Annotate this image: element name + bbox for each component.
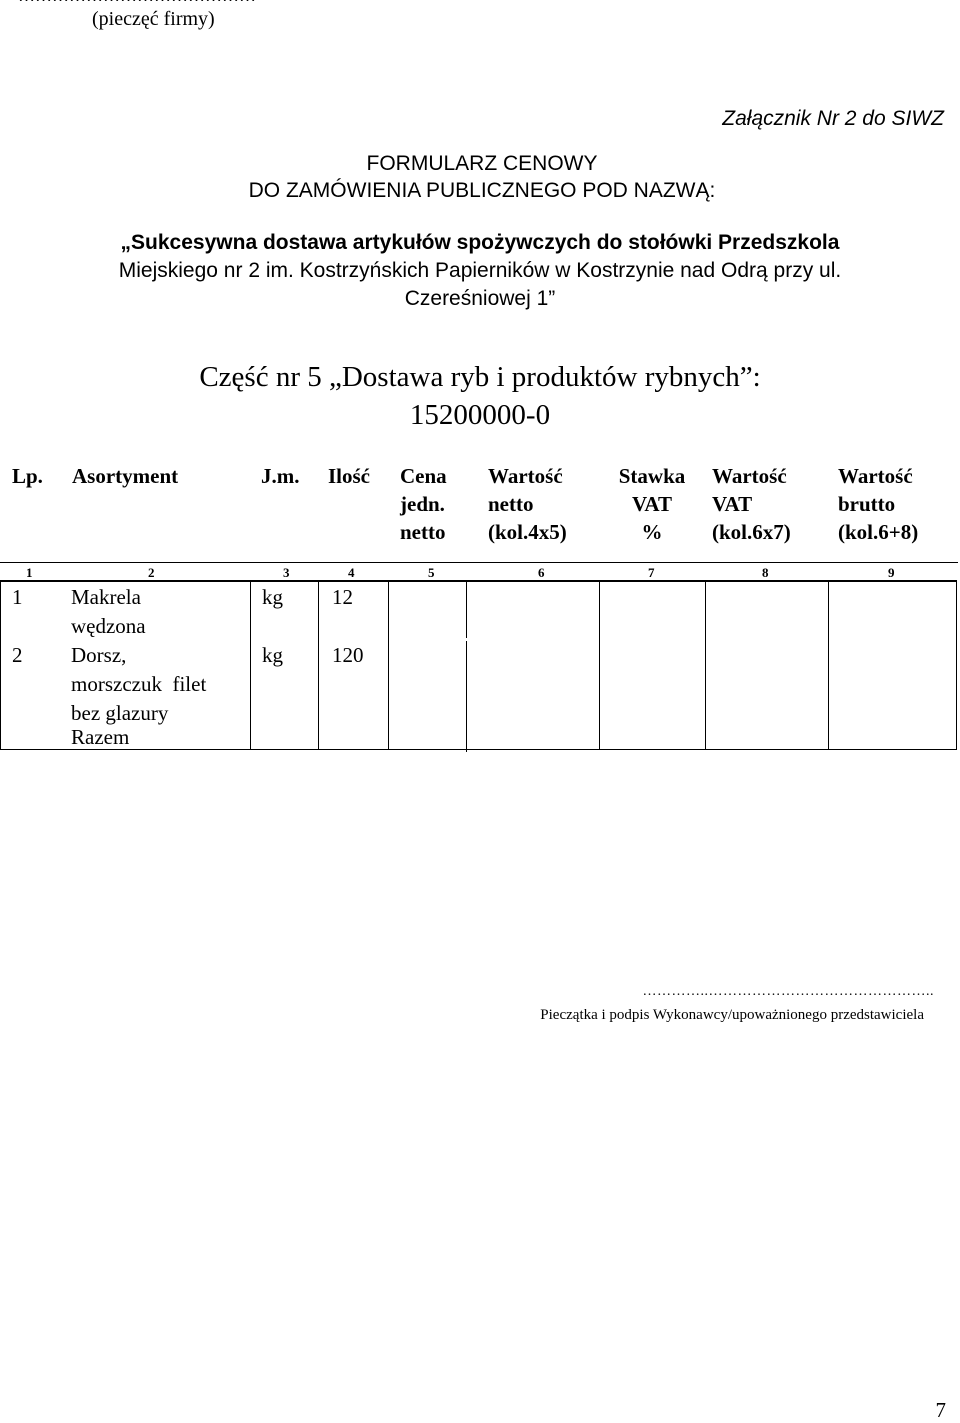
table-body-grid bbox=[0, 580, 957, 750]
row-1-qty: 12 bbox=[332, 585, 353, 609]
column-number-row bbox=[0, 562, 958, 581]
col-number: 8 bbox=[762, 565, 769, 580]
row-2-unit: kg bbox=[262, 643, 283, 667]
header-lp: Lp. bbox=[12, 464, 43, 488]
part-heading bbox=[0, 358, 960, 434]
row-2-qty: 120 bbox=[332, 643, 364, 667]
price-table bbox=[0, 458, 958, 749]
order-subject-line-3: Czereśniowej 1” bbox=[404, 287, 556, 310]
col-number: 3 bbox=[283, 565, 290, 580]
col-number: 7 bbox=[648, 565, 655, 580]
column-divider bbox=[705, 582, 706, 749]
header-wartosc-brutto: Wartość brutto (kol.6+8) bbox=[838, 464, 919, 544]
column-divider bbox=[599, 582, 600, 749]
col-number: 4 bbox=[348, 565, 355, 580]
signature-label: Pieczątka i podpis Wykonawcy/upoważnionego przedstawiciela bbox=[540, 1007, 924, 1023]
part-heading-title: Część nr 5 „Dostawa ryb i produktów rybnych”: bbox=[199, 361, 761, 393]
header-ilosc: Ilość bbox=[328, 464, 370, 488]
header-cena-jedn-netto: Cena jedn. netto bbox=[400, 464, 447, 544]
row-1-item: Makrela wędzona bbox=[71, 585, 146, 638]
header-asortyment: Asortyment bbox=[72, 464, 179, 488]
column-divider bbox=[388, 582, 389, 749]
part-heading-code: 15200000-0 bbox=[409, 399, 551, 431]
col-number: 5 bbox=[428, 565, 435, 580]
form-title-line-2: DO ZAMÓWIENIA PUBLICZNEGO POD NAZWĄ: bbox=[248, 179, 716, 202]
header-wartosc-netto: Wartość netto (kol.4x5) bbox=[488, 464, 567, 544]
order-subject-line-1: „Sukcesywna dostawa artykułów spożywczych do stołówki Przedszkola bbox=[120, 231, 840, 254]
header-jm: J.m. bbox=[261, 464, 300, 488]
row-2-item: Dorsz, morszczuk filet bez glazury bbox=[71, 643, 207, 725]
signature-dots: …………..……………………………………….. bbox=[642, 984, 934, 999]
order-subject-line-2: Miejskiego nr 2 im. Kostrzyńskich Papierników w Kostrzynie nad Odrą przy ul. bbox=[118, 259, 842, 282]
annex-reference: Załącznik Nr 2 do SIWZ bbox=[722, 107, 944, 130]
total-label: Razem bbox=[71, 725, 130, 749]
row-1-unit: kg bbox=[262, 585, 283, 609]
col-number: 6 bbox=[538, 565, 545, 580]
col-number: 1 bbox=[26, 565, 33, 580]
stamp-dots bbox=[18, 0, 256, 6]
form-title-line-1: FORMULARZ CENOWY bbox=[366, 152, 598, 175]
form-title bbox=[0, 150, 960, 204]
table-header-row bbox=[0, 458, 958, 558]
column-divider bbox=[828, 582, 829, 749]
page-number: 7 bbox=[935, 1398, 946, 1422]
column-divider bbox=[466, 641, 467, 752]
row-2-lp: 2 bbox=[12, 643, 23, 667]
row-1-lp: 1 bbox=[12, 585, 23, 609]
header-stawka-vat: Stawka VAT % bbox=[618, 464, 686, 544]
col-number: 2 bbox=[148, 565, 155, 580]
order-subject bbox=[0, 229, 960, 313]
column-divider bbox=[318, 582, 319, 749]
column-divider bbox=[250, 582, 251, 749]
col-number: 9 bbox=[888, 565, 895, 580]
header-wartosc-vat: Wartość VAT (kol.6x7) bbox=[712, 464, 791, 544]
column-divider bbox=[466, 582, 467, 638]
company-stamp-label: (pieczęć firmy) bbox=[92, 8, 215, 30]
